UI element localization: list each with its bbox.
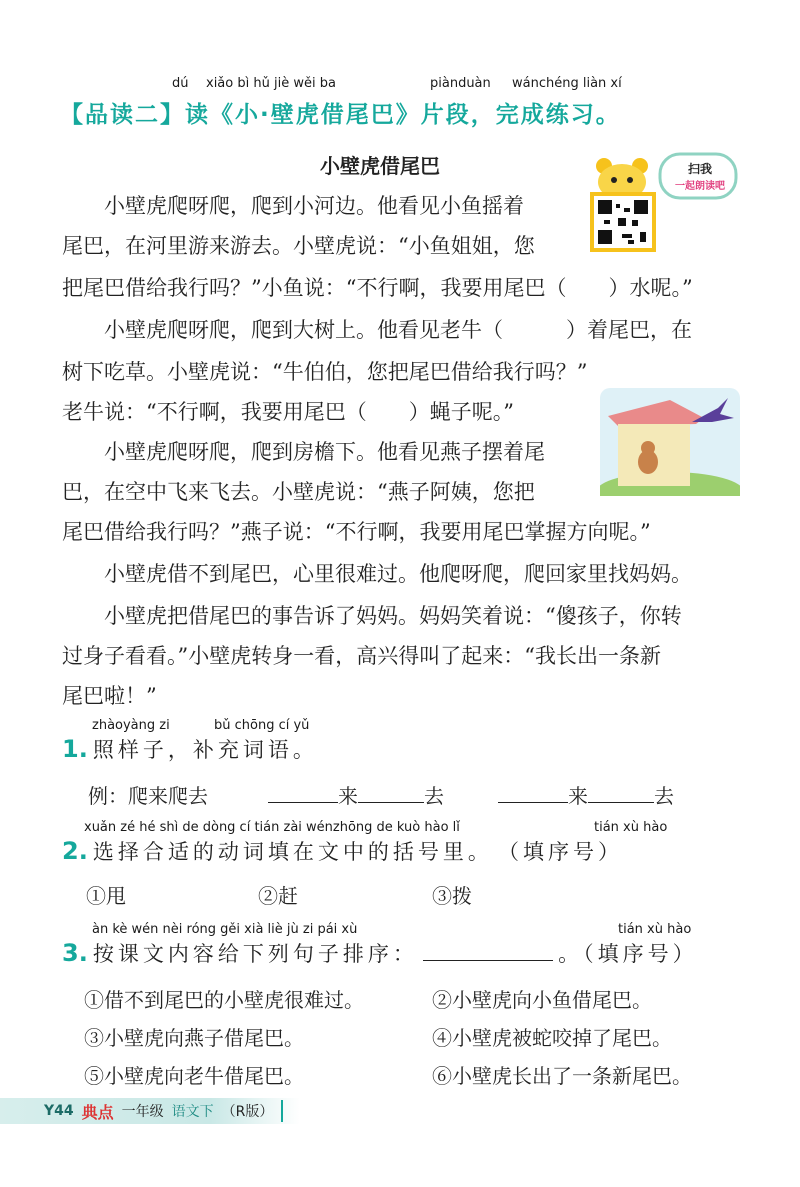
answer-blank[interactable]: [588, 784, 654, 803]
passage-line: 过身子看看。”小壁虎转身一看，高兴得叫了起来：“我长出一条新: [62, 644, 661, 668]
passage-line: 小壁虎借不到尾巴，心里很难过。他爬呀爬，爬回家里找妈妈。: [62, 562, 692, 586]
option-2[interactable]: ②赶: [258, 884, 298, 908]
footer: [44, 1098, 283, 1124]
answer-blank[interactable]: [423, 942, 553, 961]
sentence-item: ②小壁虎向小鱼借尾巴。: [432, 988, 652, 1012]
question-text: 照样子，补充词语。: [92, 738, 318, 762]
question-hint: （填序号）: [498, 840, 624, 864]
edition-label: （R版）: [221, 1104, 274, 1120]
pinyin: piànduàn: [430, 76, 491, 91]
pinyin: àn kè wén nèi róng gěi xià liè jù zi pái xù: [92, 922, 358, 937]
illustration: [600, 388, 740, 496]
answer-blank[interactable]: [498, 784, 568, 803]
divider: [281, 1100, 283, 1122]
pinyin: tián xù hào: [618, 922, 692, 937]
passage-line: 巴，在空中飞来飞去。小壁虎说：“燕子阿姨，您把: [62, 480, 535, 504]
question-number: 3.: [62, 939, 88, 967]
passage-line: 尾巴，在河里游来游去。小壁虎说：“小鱼姐姐，您: [62, 234, 535, 258]
sentence-item: ③小壁虎向燕子借尾巴。: [84, 1026, 304, 1050]
sentence-item: ⑤小壁虎向老牛借尾巴。: [84, 1064, 304, 1088]
pinyin: zhàoyàng zi: [92, 718, 170, 733]
q2-heading: [62, 836, 623, 866]
pinyin: xuǎn zé hé shì de dòng cí tián zài wénzhōng de kuò hào lǐ: [84, 820, 460, 835]
option-3[interactable]: ③拨: [432, 884, 472, 908]
passage-line: 树下吃草。小壁虎说：“牛伯伯，您把尾巴借给我行吗？”: [62, 360, 588, 384]
q1-example: 例：爬来爬去: [88, 784, 208, 808]
sentence-item: ④小壁虎被蛇咬掉了尾巴。: [432, 1026, 672, 1050]
brand-logo: 典点: [81, 1102, 114, 1122]
section-heading: 【品读二】读《小·壁虎借尾巴》片段，完成练习。: [60, 102, 621, 128]
passage-line: 尾巴啦！”: [62, 684, 157, 708]
pinyin: dú: [172, 76, 189, 91]
q1-blanks-a: 来 去: [268, 780, 444, 809]
header-pinyin: [0, 76, 800, 94]
question-text: 选择合适的动词填在文中的括号里。: [92, 840, 493, 864]
passage-line: 把尾巴借给我行吗？”小鱼说：“不行啊，我要用尾巴（ ）水呢。”: [62, 276, 693, 300]
question-hint: 。（填序号）: [558, 942, 698, 966]
pinyin: wánchéng liàn xí: [512, 76, 622, 91]
page-number: Y44: [44, 1103, 74, 1119]
passage-line: 小壁虎爬呀爬，爬到大树上。他看见老牛（ ）着尾巴，在: [62, 318, 692, 342]
house-swallow-illustration: [600, 388, 740, 496]
pinyin: bǔ chōng cí yǔ: [214, 718, 310, 733]
passage-line: 尾巴借给我行吗？”燕子说：“不行啊，我要用尾巴掌握方向呢。”: [62, 520, 651, 544]
subject-label: 语文下: [171, 1104, 214, 1120]
sentence-item: ①借不到尾巴的小壁虎很难过。: [84, 988, 364, 1012]
passage-line: 小壁虎把借尾巴的事告诉了妈妈。妈妈笑着说：“傻孩子，你转: [62, 604, 682, 628]
pinyin: tián xù hào: [594, 820, 668, 835]
passage-title: 小壁虎借尾巴: [320, 154, 440, 178]
sentence-item: ⑥小壁虎长出了一条新尾巴。: [432, 1064, 692, 1088]
passage-line: 小壁虎爬呀爬，爬到小河边。他看见小鱼摇着: [62, 194, 524, 218]
pinyin: xiǎo bì hǔ jiè wěi ba: [206, 76, 336, 91]
q1-heading: [62, 734, 318, 764]
qr-label: 扫我 一起朗读吧: [675, 162, 725, 192]
passage-line: 小壁虎爬呀爬，爬到房檐下。他看见燕子摆着尾: [62, 440, 545, 464]
grade-label: 一年级: [121, 1104, 164, 1120]
question-number: 2.: [62, 837, 88, 865]
answer-blank[interactable]: [268, 784, 338, 803]
q3-heading: [62, 938, 698, 968]
question-text: 按课文内容给下列句子排序：: [92, 942, 418, 966]
passage-line: 老牛说：“不行啊，我要用尾巴（ ）蝇子呢。”: [62, 400, 514, 424]
question-number: 1.: [62, 735, 88, 763]
answer-blank[interactable]: [358, 784, 424, 803]
option-1[interactable]: ①甩: [86, 884, 126, 908]
q1-blanks-b: 来 去: [498, 780, 674, 809]
